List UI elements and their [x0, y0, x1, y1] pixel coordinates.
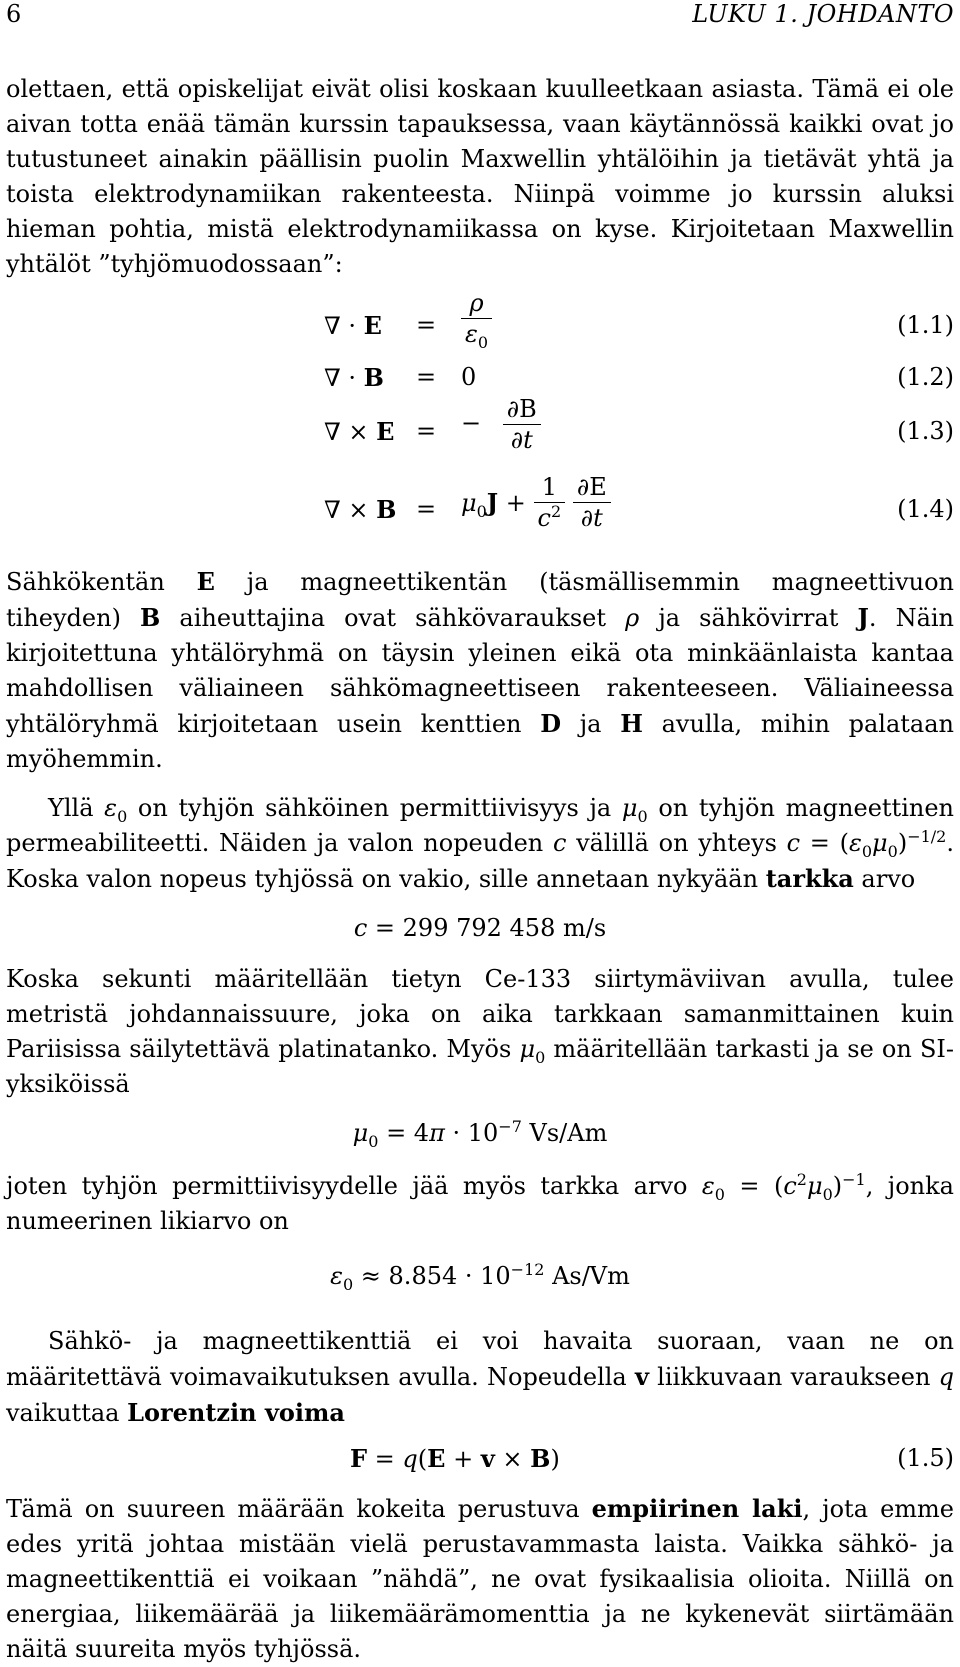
nabla-cross: ∇ × — [324, 418, 369, 446]
equation-1-4 — [6, 466, 954, 532]
superscript-2: 2 — [551, 502, 562, 521]
one: 1 — [541, 473, 557, 501]
field-E: E — [363, 311, 382, 340]
c: c — [537, 504, 551, 532]
equation-number: (1.2) — [897, 363, 954, 391]
equation-number: (1.3) — [897, 417, 954, 445]
paragraph-constants: Yllä $\varepsilon_0$ on tyhjön sähköinen permittiivisyys ja $\mu_0$ on tyhjön magneettinen permeabiliteetti. Näiden ja valon nopeuden c välillä on yhteys $c = (\varepsilon_0\mu_0)^{-1/2}$. Koska valon nopeus tyhjössä on vakio, sille annetaan nykyään tarkka arvo — [6, 794, 954, 893]
paragraph-definition: Koska sekunti määritellään tietyn Ce-133 siirtymäviivan avulla, tulee metristä johdannaissuure, joka on aika tarkkaan samanmittainen kuin Pariisissa säilytettävä platinatanko. Myös $\mu_0$ määritellään tarkasti ja se on SI-yksiköissä — [6, 965, 954, 1098]
paragraph-intro: olettaen, että opiskelijat eivät olisi koskaan kuulleetkaan asiasta. Tämä ei ole aivan totta enää tämän kurssin tapauksessa, vaan käytännössä kaikki ovat jo tutustuneet ainakin päällisin puolin Maxwellin yhtälöihin ja tietävät yhtä ja toista elektrodynamiikan rakenteesta. Niinpä voimme jo kurssin aluksi hieman pohtia, mistä elektrodynamiikassa on kyse. Kirjoitetaan Maxwellin yhtälöt ”tyhjömuodossaan”: — [6, 75, 954, 278]
equation-1-3 — [6, 394, 954, 454]
partial-t: ∂t — [503, 424, 541, 455]
mu: μ — [461, 488, 477, 517]
document-page — [6, 0, 954, 1667]
paragraph-conclusion: Tämä on suureen määrään kokeita perustuva empiirinen laki, jota emme edes yritä johtaa mistään vielä perustavammasta laista. Vaikka sähkö- ja magneettikenttiä ei voikaan ”nähdä”, ne ovat fysikaalisia olioita. Niillä on energiaa, liikemäärää ja liikemäärämomenttia ja ne kykenevät siirtämään näitä suureita myös tyhjössä. — [6, 1494, 954, 1663]
epsilon: ε — [465, 320, 478, 348]
plus-sign: + — [505, 488, 526, 517]
maxwell-equations — [6, 289, 954, 556]
partial-B: ∂B — [506, 395, 537, 423]
subscript-0: 0 — [477, 332, 489, 352]
subscript-0: 0 — [476, 501, 487, 521]
nabla-cross: ∇ × — [324, 496, 369, 524]
paragraph-lorentz-intro: Sähkö- ja magneettikenttiä ei voi havaita suoraan, vaan ne on määritettävä voimavaikutuksen avulla. Nopeudella v liikkuvaan varaukseen q vaikuttaa Lorentzin voima — [6, 1327, 955, 1427]
equation-number: (1.4) — [897, 495, 954, 523]
equation-lorentz-force: F = q(E + v × B) (1.5) — [6, 1441, 954, 1485]
current-J: J — [486, 487, 499, 517]
field-B: B — [363, 363, 384, 392]
paragraph-sources: Sähkökentän E ja magneettikentän (täsmällisemmin magneettivuon tiheyden) B aiheuttajina ovat sähkövaraukset ρ ja sähkövirrat J. Näin kirjoitettuna yhtälöryhmä on täysin yleinen eikä ota minkäänlaista kantaa mahdollisen väliaineen sähkömagneettiseen rakenteeseen. Väliaineessa yhtälöryhmä kirjoitetaan usein kenttien D ja H avulla, mihin palataan myöhemmin. — [6, 567, 955, 773]
field-E: E — [376, 417, 395, 446]
page-number: 6 — [6, 0, 22, 28]
fraction-rho-eps — [461, 288, 492, 352]
minus-sign: − — [461, 409, 482, 437]
equation-number: (1.5) — [897, 1444, 954, 1472]
partial-t: ∂t — [573, 502, 611, 533]
equals-sign: = — [416, 363, 437, 391]
rho: ρ — [469, 289, 484, 317]
equation-1-1 — [6, 289, 954, 354]
chapter-title: LUKU 1. JOHDANTO — [692, 0, 954, 28]
nabla-dot: ∇ · — [324, 364, 357, 392]
equation-speed-of-light: c = 299 792 458 m/s — [353, 914, 607, 942]
running-header — [6, 0, 954, 35]
equals-sign: = — [416, 417, 437, 445]
partial-E: ∂E — [576, 473, 607, 501]
equation-eps0: $\varepsilon_0 \approx 8.854 \cdot 10^{-12}$ As/Vm — [330, 1260, 630, 1294]
fraction-dE-dt — [573, 472, 611, 533]
equals-sign: = — [416, 495, 437, 523]
fraction-1-c2 — [534, 472, 566, 533]
fraction-dB-dt — [503, 394, 541, 455]
field-B: B — [376, 495, 397, 524]
nabla-dot: ∇ · — [324, 312, 357, 340]
zero: 0 — [461, 363, 477, 391]
equation-mu0: $\mu_0 = 4\pi \cdot 10^{-7}$ Vs/Am — [352, 1117, 608, 1151]
paragraph-permittivity: joten tyhjön permittiivisyydelle jää myös tarkka arvo $\varepsilon_0 = (c^2\mu_0)^{-1}$, jonka numeerinen likiarvo on — [6, 1170, 954, 1235]
equation-number: (1.1) — [897, 311, 954, 339]
equals-sign: = — [416, 311, 437, 339]
